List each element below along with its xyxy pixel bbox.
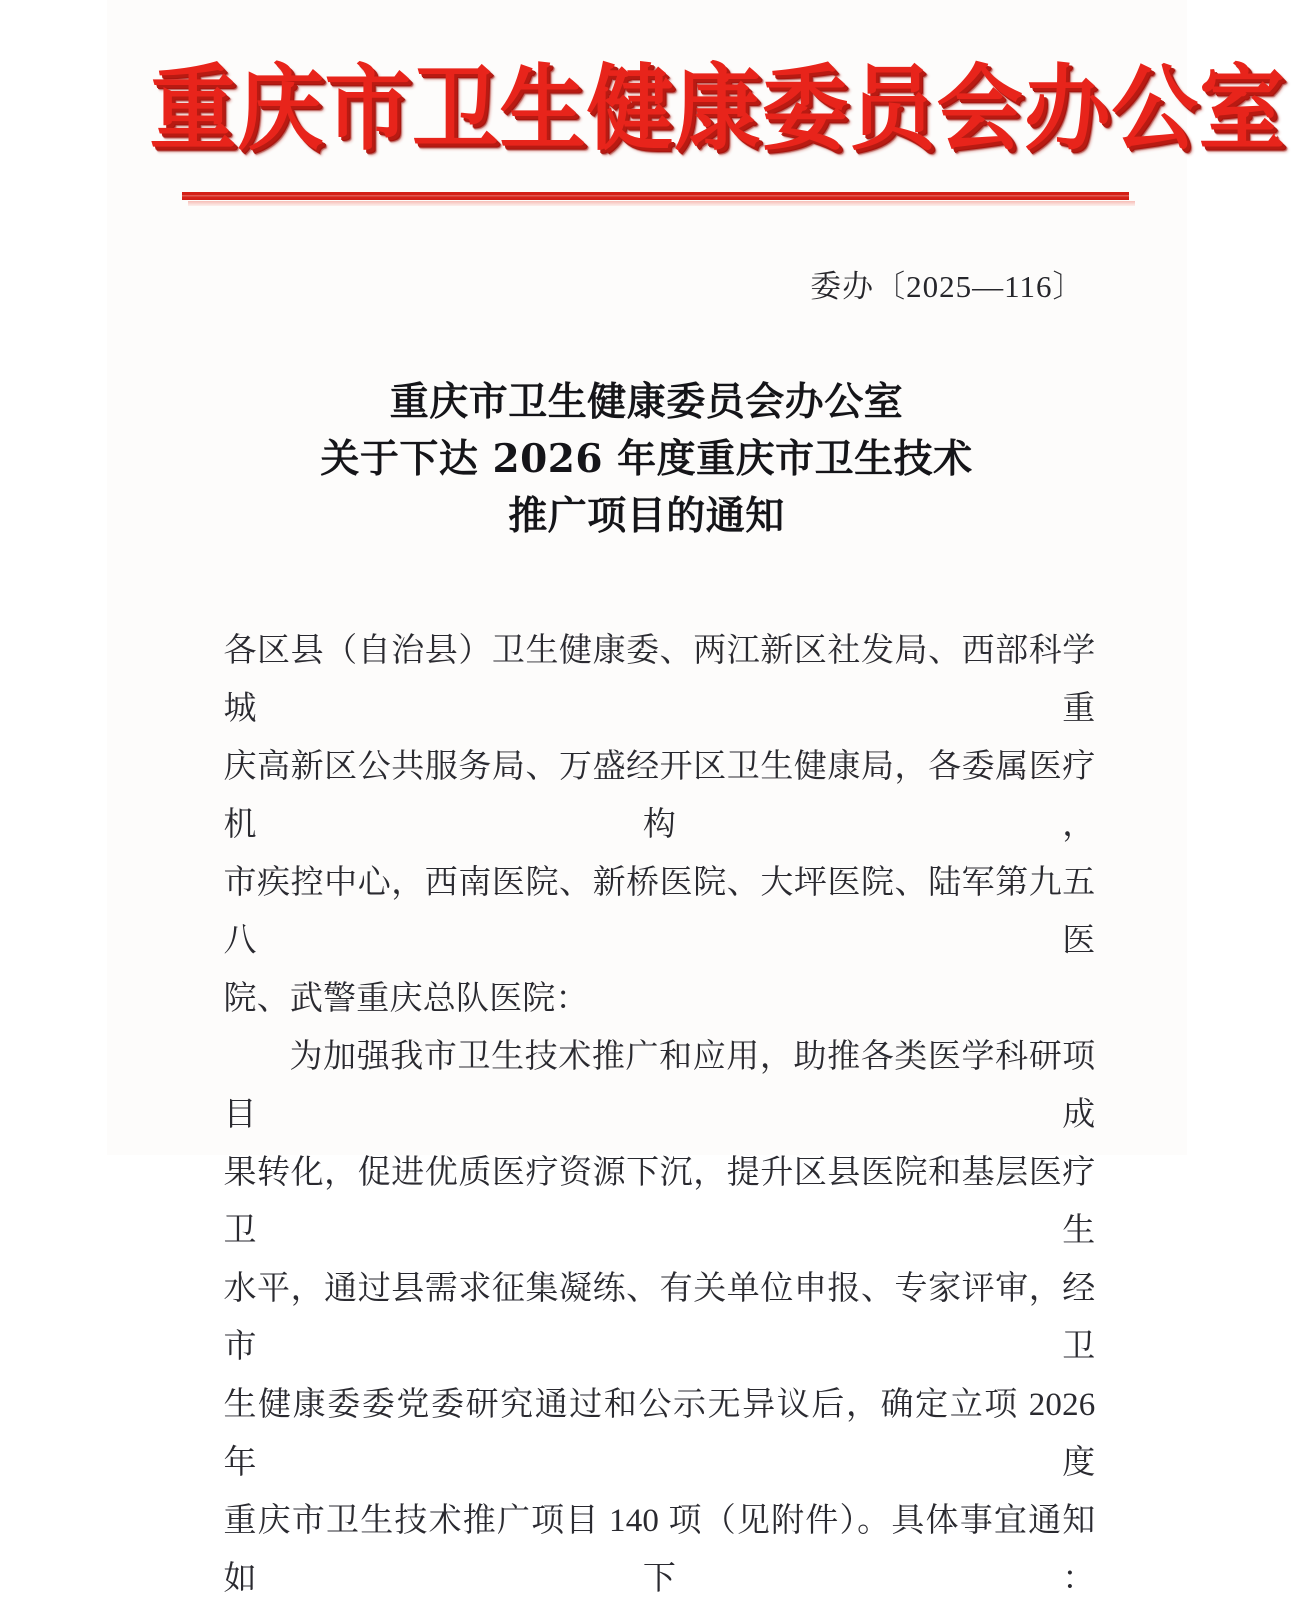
body-line: 庆高新区公共服务局、万盛经开区卫生健康局，各委属医疗机构， [223,749,1096,843]
body-line: 重庆市卫生技术推广项目 140 项（见附件）。具体事宜通知如下： [223,1503,1096,1597]
body-line: 果转化，促进优质医疗资源下沉，提升区县医院和基层医疗卫生 [223,1155,1096,1249]
document-page [107,0,1286,1597]
body-line: 市疾控中心，西南医院、新桥医院、大坪医院、陆军第九五八医 [223,865,1096,959]
letterhead-masthead [107,54,1286,163]
document-title [107,374,1187,545]
body-line: 水平，通过县需求征集凝练、有关单位申报、专家评审，经市卫 [223,1271,1096,1365]
masthead-divider [182,192,1129,214]
document-body [224,622,1096,1608]
document-title-line-1: 重庆市卫生健康委员会办公室 [389,379,904,425]
document-number: 委办〔2025—116〕 [810,269,1085,304]
issuing-organization-title: 重庆市卫生健康委员会办公室 [149,54,1286,163]
body-line: 院、武警重庆总队医院： [223,981,589,1017]
body-line: 为加强我市卫生技术推广和应用，助推各类医学科研项目成 [223,1039,1096,1133]
masthead-rule-line [182,192,1129,200]
body-line: 各区县（自治县）卫生健康委、两江新区社发局、西部科学城重 [223,633,1096,727]
body-line: 生健康委委党委研究通过和公示无异议后，确定立项 2026 年度 [223,1387,1096,1481]
document-title-line-2: 关于下达 2026 年度重庆市卫生技术 [320,436,973,482]
document-title-line-3: 推广项目的通知 [508,493,785,539]
masthead-rule-shadow [188,201,1135,206]
